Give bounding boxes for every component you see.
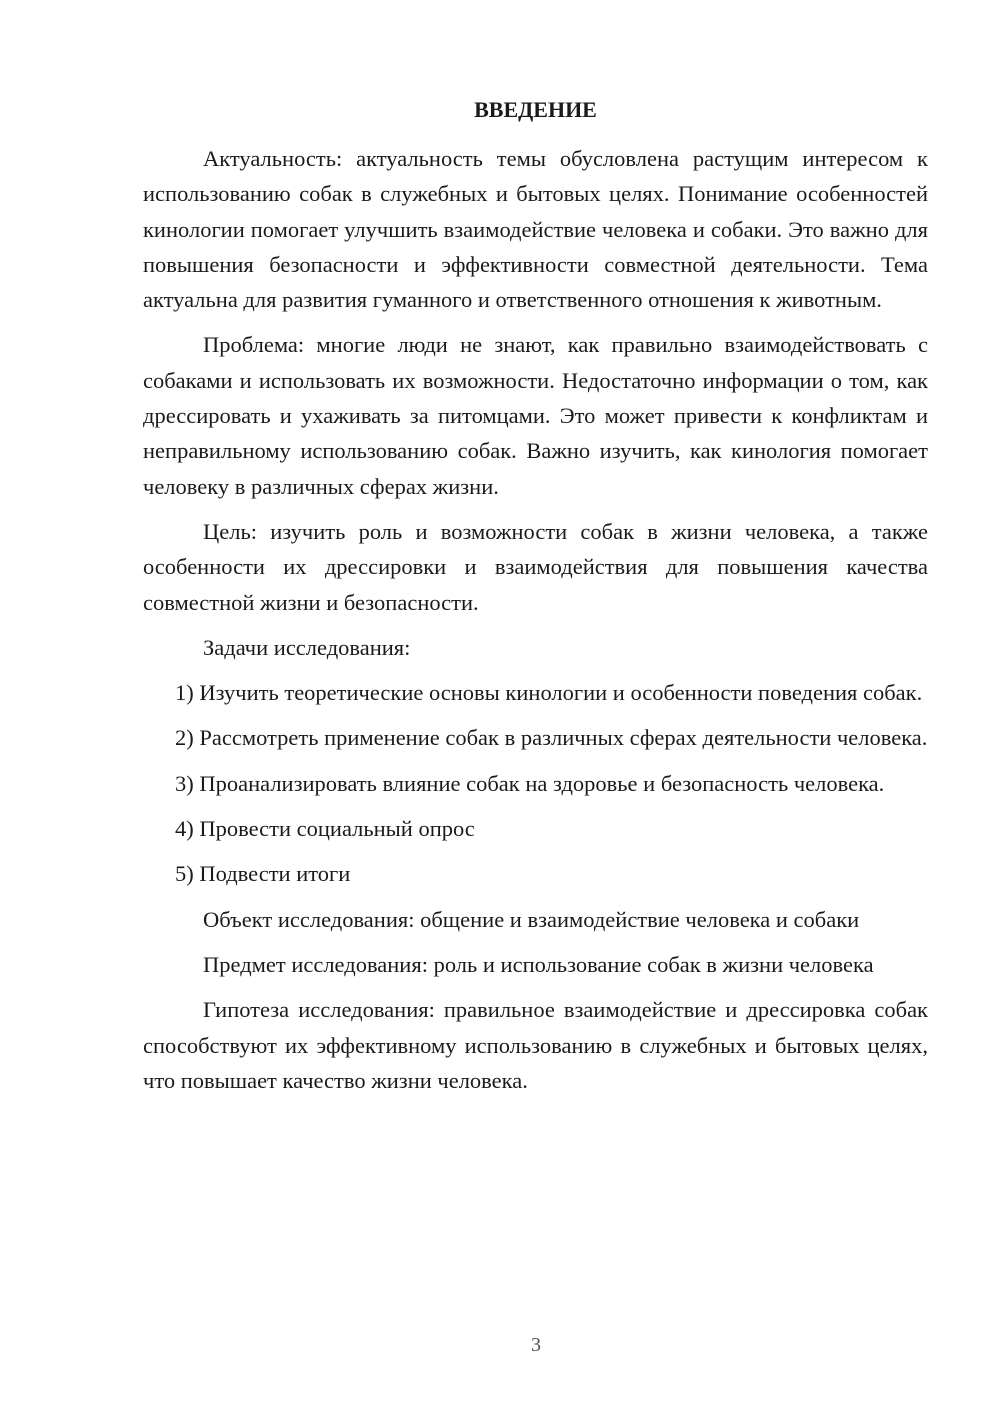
task-item: 3) Проанализировать влияние собак на здоровье и безопасность человека. — [175, 770, 885, 796]
hypothesis-paragraph: Гипотеза исследования: правильное взаимодействие и дрессировка собак способствуют их эффективному использованию в служебных и бытовых целях, что повышает качество жизни человека. — [143, 997, 928, 1093]
tasks-heading: Задачи исследования: — [203, 634, 411, 660]
page-body — [143, 92, 928, 1108]
goal-paragraph: Цель: изучить роль и возможности собак в жизни человека, а также особенности их дрессировки и взаимодействия для повышения качества совместной жизни и безопасности. — [143, 518, 928, 615]
task-item: 1) Изучить теоретические основы кинологии и особенности поведения собак. — [175, 680, 923, 706]
task-item: 4) Провести социальный опрос — [175, 816, 475, 842]
page-title: ВВЕДЕНИЕ — [474, 97, 597, 122]
object-paragraph: Объект исследования: общение и взаимодействие человека и собаки — [203, 906, 860, 932]
subject-paragraph: Предмет исследования: роль и использование собак в жизни человека — [203, 951, 874, 977]
page-number: 3 — [531, 1334, 541, 1356]
task-item: 5) Подвести итоги — [175, 861, 351, 887]
relevance-paragraph: Актуальность: актуальность темы обусловлена растущим интересом к использованию собак в служебных и бытовых целях. Понимание особенностей кинологии помогает улучшить взаимодействие человека и собаки. Это важно для повышения безопасности и эффективности совместной деятельности. Тема актуальна для развития гуманного и ответственного отношения к животным. — [143, 146, 928, 313]
task-item: 2) Рассмотреть применение собак в различных сферах деятельности человека. — [175, 725, 928, 751]
problem-paragraph: Проблема: многие люди не знают, как правильно взаимодействовать с собаками и использовать их возможности. Недостаточно информации о том, как дрессировать и ухаживать за питомцами. Это может привести к конфликтам и неправильному использованию собак. Важно изучить, как кинология помогает человеку в различных сферах жизни. — [143, 332, 928, 499]
